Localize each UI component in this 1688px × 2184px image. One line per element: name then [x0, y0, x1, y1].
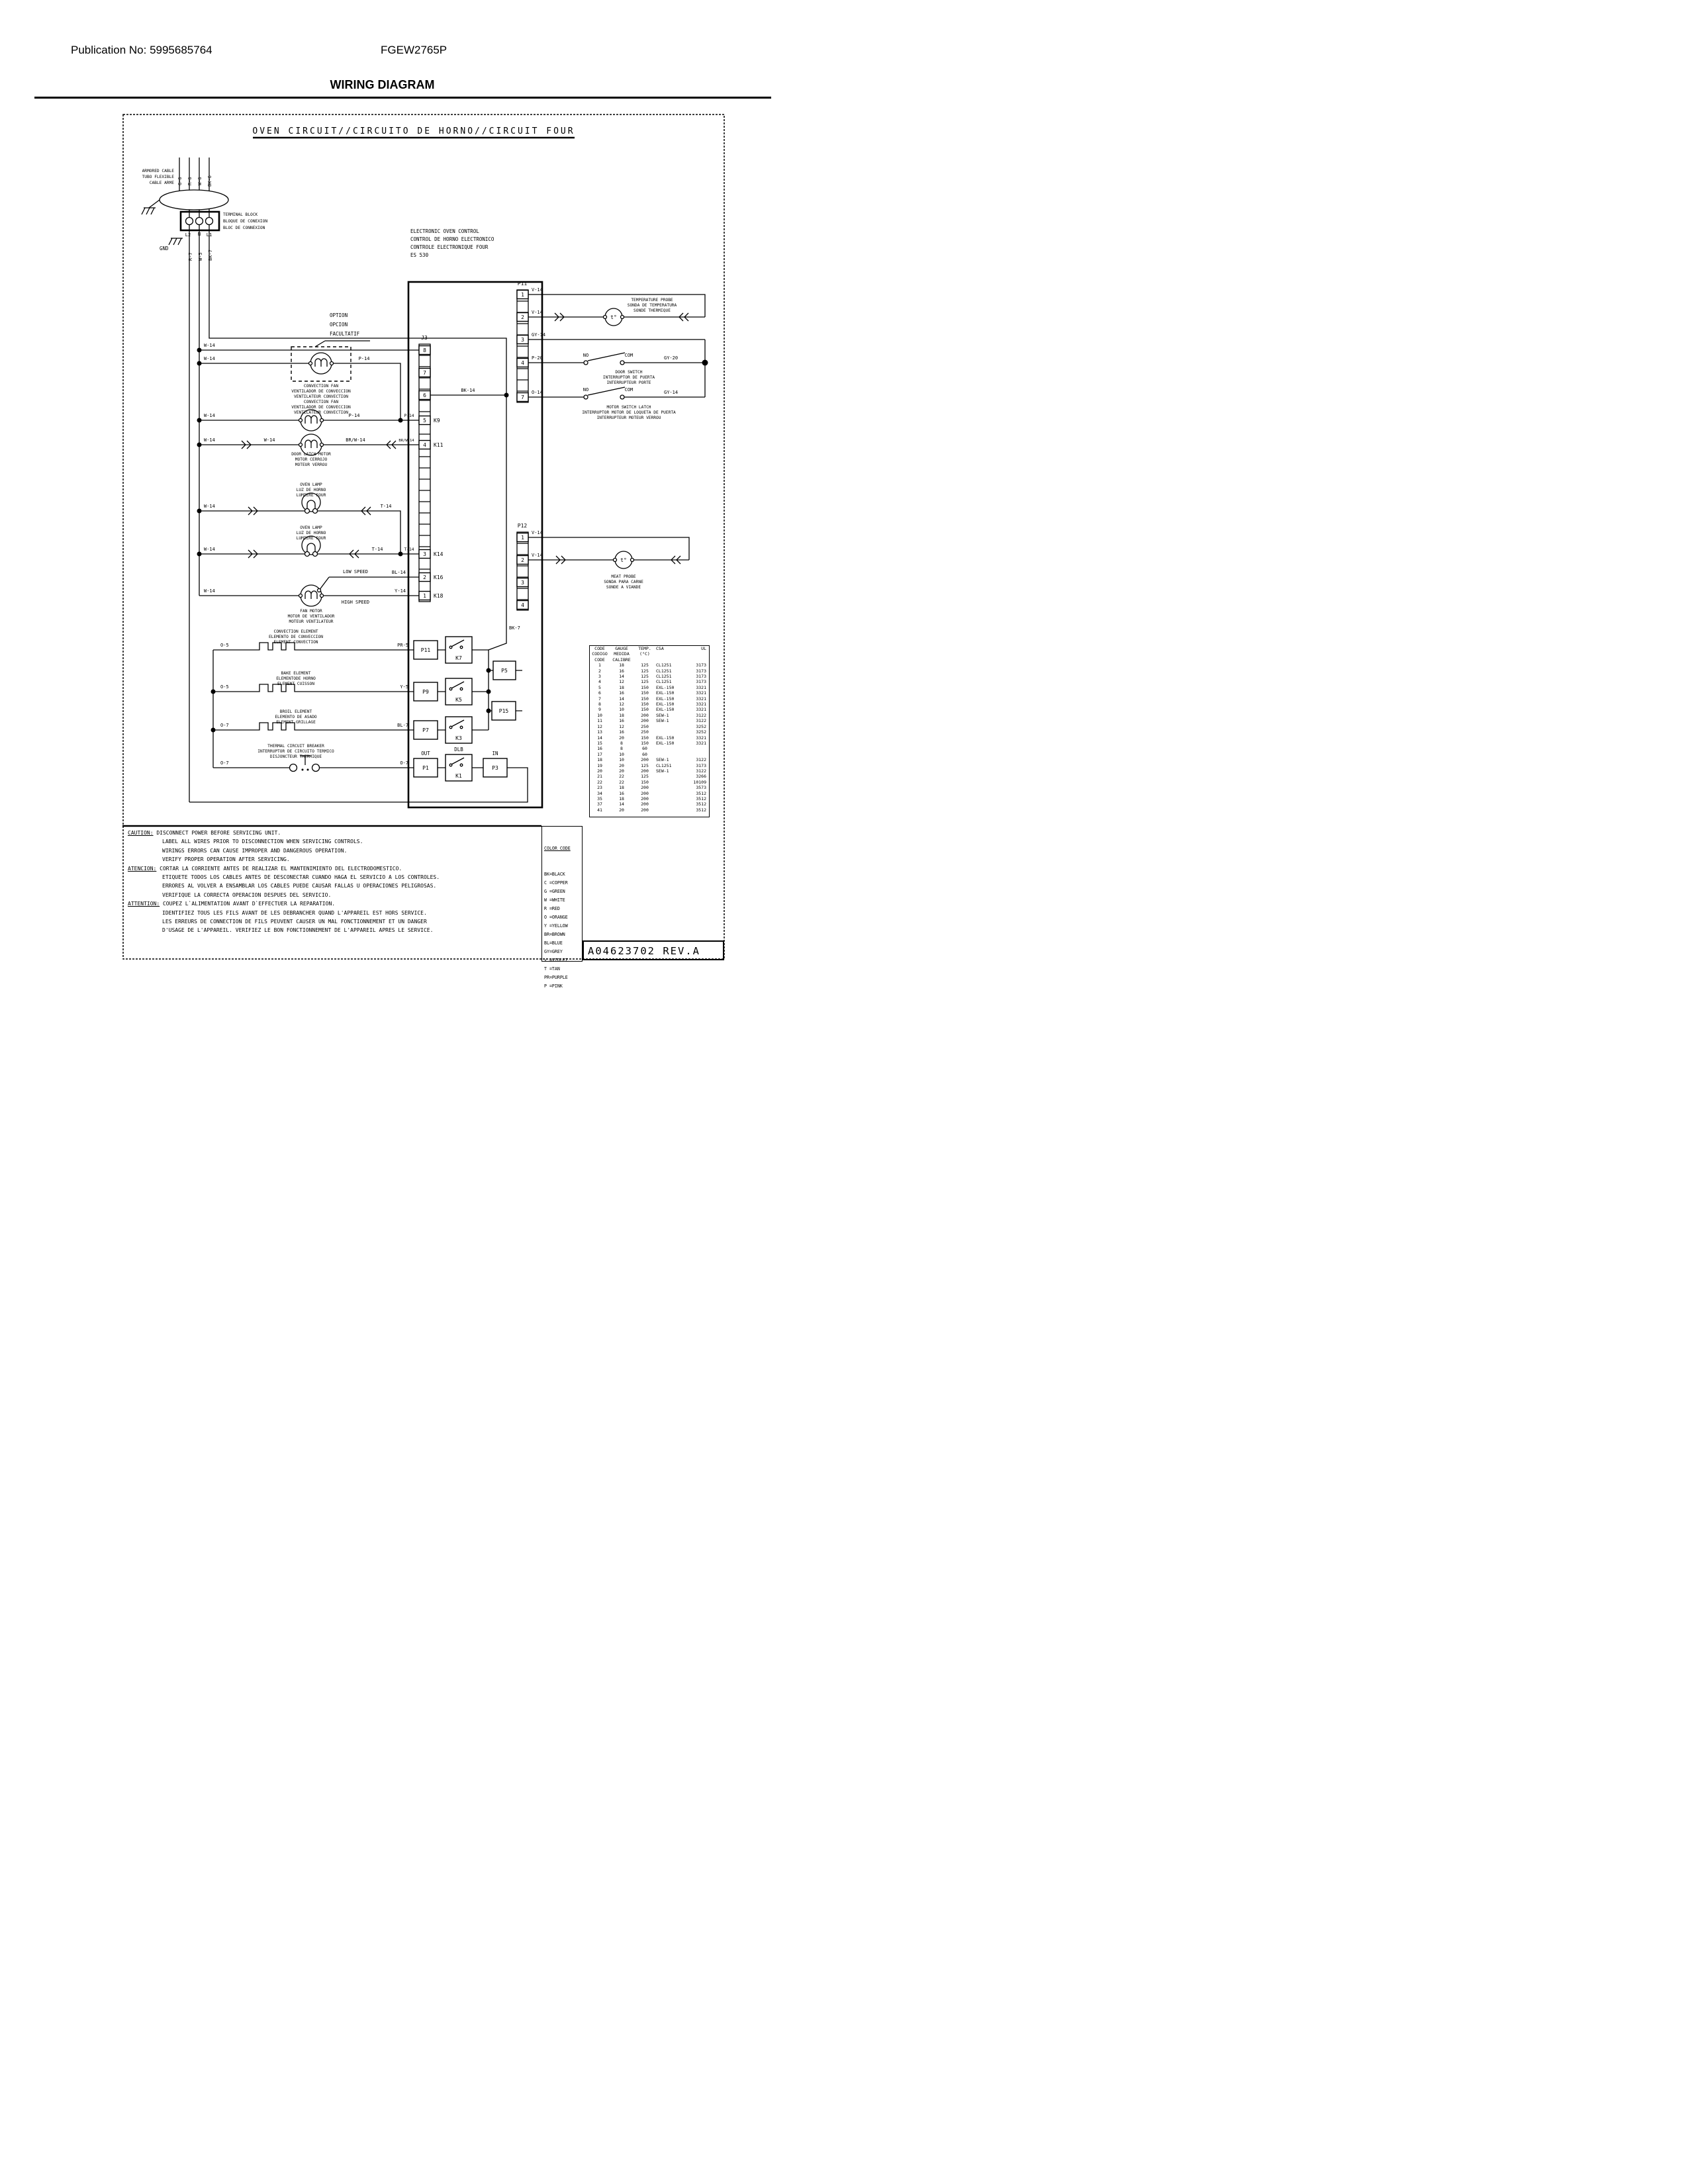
svg-text:W-14: W-14 — [204, 504, 215, 509]
cable-ellipse — [160, 190, 228, 210]
caution-line: D'USAGE DE L'APPAREIL. VERIFIEZ LE BON FONCTIONNEMENT DE L'APPAREIL APRES LE SERVICE. — [162, 927, 434, 934]
svg-text:K3: K3 — [455, 735, 462, 741]
svg-text:W-14: W-14 — [204, 413, 215, 418]
svg-text:J3: J3 — [421, 335, 428, 341]
svg-text:K9: K9 — [434, 418, 440, 424]
temperature-probe-icon — [604, 308, 624, 326]
svg-text:K5: K5 — [455, 697, 462, 703]
svg-text:3: 3 — [521, 580, 524, 586]
svg-text:W-14: W-14 — [204, 547, 215, 552]
caution-label: ATTENTION: — [128, 901, 160, 907]
wire-labels-right — [532, 287, 678, 558]
svg-text:O-7: O-7 — [220, 723, 229, 728]
svg-text:1: 1 — [521, 535, 524, 541]
svg-text:BK-6: BK-6 — [207, 175, 212, 187]
table-row: 5 18 150 EXL-150 3321 — [598, 684, 706, 690]
svg-text:LUMIERE FOUR: LUMIERE FOUR — [296, 536, 326, 541]
table-row: 35 18 200 3512 — [597, 796, 706, 801]
svg-text:SONDE THERMIQUE: SONDE THERMIQUE — [633, 308, 671, 313]
svg-text:2: 2 — [521, 557, 524, 563]
svg-text:O-5: O-5 — [220, 643, 229, 648]
svg-text:CONVECTION FAN: CONVECTION FAN — [303, 400, 339, 404]
svg-text:DISJONCTEUR THERMIQUE: DISJONCTEUR THERMIQUE — [269, 754, 322, 759]
svg-text:COM: COM — [624, 387, 633, 392]
svg-text:R-6: R-6 — [187, 177, 193, 185]
svg-text:6: 6 — [423, 392, 426, 398]
wiring-diagram-page — [0, 0, 844, 1092]
svg-text:ELEMENTO DE CONVECCION: ELEMENTO DE CONVECCION — [269, 635, 323, 639]
svg-text:CONTROLE ELECTRONIQUE FOUR: CONTROLE ELECTRONIQUE FOUR — [410, 244, 489, 250]
svg-text:K7: K7 — [455, 655, 462, 661]
svg-text:CONVECTION FAN: CONVECTION FAN — [303, 384, 339, 388]
meat-probe-icon — [614, 551, 634, 569]
thermal-circuit-breaker-icon — [290, 764, 320, 772]
svg-text:OVEN LAMP: OVEN LAMP — [300, 482, 322, 487]
svg-text:Y-14: Y-14 — [395, 588, 406, 594]
svg-text:TERMINAL BLOCK: TERMINAL BLOCK — [223, 212, 258, 217]
header-rule — [34, 97, 771, 99]
table-row: 10 18 200 SEW-1 3122 — [597, 712, 706, 718]
caution-line: CAUTION: DISCONNECT POWER BEFORE SERVICING UNIT. — [128, 830, 281, 836]
svg-text:t°: t° — [620, 557, 627, 563]
color-code-list — [544, 870, 582, 991]
svg-text:VENTILATEUR CONVECTION: VENTILATEUR CONVECTION — [294, 410, 348, 415]
svg-text:T-14: T-14 — [404, 547, 414, 552]
svg-text:ELEMENTO DE ASADO: ELEMENTO DE ASADO — [275, 715, 317, 719]
table-row: 19 20 125 CL1251 3173 — [597, 762, 706, 768]
svg-text:P15: P15 — [498, 708, 509, 714]
color-code-title: COLOR CODE — [544, 846, 571, 851]
svg-text:t°: t° — [610, 314, 617, 320]
wire-labels-left — [204, 343, 520, 631]
svg-text:W-14: W-14 — [204, 437, 215, 443]
svg-text:P-14: P-14 — [404, 414, 414, 418]
svg-text:1: 1 — [521, 292, 524, 298]
svg-text:V-14: V-14 — [532, 310, 543, 315]
svg-text:ELEMENTODE HORNO: ELEMENTODE HORNO — [276, 676, 316, 681]
svg-text:W-14: W-14 — [263, 437, 275, 443]
svg-text:SONDE A VIANDE: SONDE A VIANDE — [606, 585, 641, 590]
svg-text:MOTOR DE VENTILADOR: MOTOR DE VENTILADOR — [287, 614, 335, 619]
svg-text:BK-7: BK-7 — [208, 250, 213, 261]
svg-text:O-14: O-14 — [532, 390, 543, 395]
table-header-row: CODE GAUGE TEMP. CSA UL — [594, 646, 706, 651]
color-code-item: C =COPPER — [544, 880, 568, 886]
color-code-item: BK=BLACK — [544, 872, 565, 877]
publication-number: Publication No: 5995685764 — [71, 44, 212, 56]
svg-text:P12: P12 — [517, 523, 528, 529]
svg-text:ELEMENT CONVECTION: ELEMENT CONVECTION — [273, 640, 318, 645]
model-number: FGEW2765P — [381, 44, 447, 56]
svg-text:BLOQUE DE CONEXION: BLOQUE DE CONEXION — [223, 219, 268, 224]
svg-text:W-6: W-6 — [197, 177, 203, 185]
ground-icon — [142, 208, 156, 214]
caution-line: VERIFIQUE LA CORRECTA OPERACION DESPUES DEL SERVICIO. — [162, 891, 332, 898]
color-code-box — [541, 826, 583, 989]
svg-text:ELEMENT CUISSON: ELEMENT CUISSON — [277, 682, 314, 686]
svg-text:INTERRUPTEUR MOTEUR VERROU: INTERRUPTEUR MOTEUR VERROU — [596, 416, 661, 420]
caution-line: ETIQUETE TODOS LOS CABLES ANTES DE DESCONECTAR CUANDO HAGA EL SERVICIO A LOS CONTROLES. — [162, 874, 440, 881]
color-code-item: V =VIOLET — [544, 958, 568, 963]
caution-line: LES ERREURS DE CONNECTION DE FILS PEUVENT CAUSER UN MAL FONCTIONNEMENT ET UN DANGER — [162, 919, 427, 925]
svg-text:W-14: W-14 — [204, 356, 215, 361]
diagram-title: OVEN CIRCUIT//CIRCUITO DE HORNO//CIRCUIT FOUR — [252, 126, 575, 136]
svg-text:LOW SPEED: LOW SPEED — [343, 569, 368, 574]
relay-k7 — [445, 637, 472, 663]
svg-text:T-14: T-14 — [380, 504, 392, 509]
supply-labels — [142, 169, 268, 261]
color-code-item: G =GREEN — [544, 889, 565, 894]
svg-text:G-6: G-6 — [177, 177, 183, 185]
svg-text:5: 5 — [423, 418, 426, 424]
color-code-item: Y =YELLOW — [544, 923, 568, 929]
svg-text:BL-7: BL-7 — [397, 723, 408, 728]
color-code-item: P =PINK — [544, 983, 563, 989]
svg-text:1: 1 — [423, 593, 426, 599]
svg-text:3: 3 — [521, 337, 524, 343]
svg-text:OVEN LAMP: OVEN LAMP — [300, 525, 322, 530]
table-row: 20 20 200 SEW-1 3122 — [597, 768, 706, 774]
svg-text:4: 4 — [423, 442, 426, 448]
svg-text:2: 2 — [521, 314, 524, 320]
svg-text:P11: P11 — [420, 647, 431, 653]
svg-text:DLB: DLB — [454, 747, 463, 752]
svg-text:LUZ DE HORNO: LUZ DE HORNO — [296, 488, 326, 492]
svg-text:GY-14: GY-14 — [664, 390, 679, 395]
svg-text:V-14: V-14 — [532, 553, 543, 558]
terminal-n-hole — [196, 218, 203, 225]
svg-text:P-20: P-20 — [532, 355, 543, 361]
caution-line: VERIFY PROPER OPERATION AFTER SERVICING. — [162, 856, 290, 863]
svg-text:W-14: W-14 — [204, 588, 215, 594]
svg-text:GY-14: GY-14 — [532, 332, 546, 338]
convection-fan-motor-optional — [309, 353, 334, 374]
table-row: 11 16 200 SEW-1 3122 — [597, 718, 706, 724]
svg-text:NO: NO — [583, 387, 589, 392]
eoc-labels — [410, 228, 527, 599]
caution-line: ATTENTION: COUPEZ L`ALIMENTATION AVANT D`EFFECTUER LA REPARATION. — [128, 901, 336, 907]
svg-text:T-14: T-14 — [371, 547, 383, 552]
table-row: 9 10 150 EXL-150 3321 — [598, 707, 706, 713]
color-code-item: GY=GREY — [544, 949, 563, 954]
svg-text:L1: L1 — [206, 232, 212, 238]
table-row: 7 14 150 EXL-150 3321 — [598, 696, 706, 702]
table-header-row: CODE CALIBRE — [594, 657, 631, 662]
svg-text:BL-14: BL-14 — [391, 570, 406, 575]
svg-text:IN: IN — [492, 751, 498, 756]
svg-text:CONVECTION ELEMENT: CONVECTION ELEMENT — [273, 629, 318, 634]
svg-text:LUMIERE FOUR: LUMIERE FOUR — [296, 493, 326, 498]
table-row: 4 12 125 CL1251 3173 — [598, 679, 706, 685]
svg-text:P11: P11 — [517, 281, 528, 287]
svg-text:V-14: V-14 — [532, 530, 543, 535]
table-row: 22 22 150 10109 — [597, 779, 706, 785]
svg-text:FAN MOTOR: FAN MOTOR — [300, 609, 322, 614]
svg-text:INTERRUPTOR DE CIRCUITO TERMIC: INTERRUPTOR DE CIRCUITO TERMICO — [258, 749, 334, 754]
svg-text:TUBO FLEXIBLE: TUBO FLEXIBLE — [142, 175, 174, 179]
svg-text:L2: L2 — [185, 232, 191, 238]
svg-text:TEMPERATURE PROBE: TEMPERATURE PROBE — [631, 298, 673, 302]
svg-text:3: 3 — [423, 551, 426, 557]
table-row: 16 8 60 — [597, 746, 647, 752]
svg-text:HIGH SPEED: HIGH SPEED — [341, 600, 370, 605]
svg-text:P5: P5 — [501, 668, 508, 674]
svg-text:BAKE ELEMENT: BAKE ELEMENT — [281, 671, 311, 676]
svg-text:V-14: V-14 — [532, 287, 543, 293]
svg-text:GY-20: GY-20 — [664, 355, 679, 361]
table-row: 15 8 150 EXL-150 3321 — [597, 740, 706, 746]
svg-text:BR/W-14: BR/W-14 — [346, 437, 365, 443]
svg-text:MOTEUR VERROU: MOTEUR VERROU — [295, 463, 328, 467]
caution-line: ERRORES AL VOLVER A ENSAMBLAR LOS CABLES PUEDE CAUSAR FALLAS U OPERACIONES PELIGROSAS. — [162, 883, 437, 889]
terminal-l1-hole — [206, 218, 213, 225]
svg-text:P3: P3 — [492, 765, 498, 771]
svg-text:COM: COM — [624, 353, 633, 358]
svg-text:GND: GND — [160, 246, 169, 251]
table-header-row: CODIGO MEDIDA (°C) — [592, 651, 650, 657]
table-row: 17 10 60 — [597, 751, 647, 757]
table-row: 3 14 125 CL1251 3173 — [598, 674, 706, 680]
table-row: 14 20 150 EXL-150 3321 — [597, 735, 706, 741]
table-row: 13 16 250 3252 — [597, 729, 706, 735]
svg-text:W-5: W-5 — [198, 252, 203, 261]
svg-text:W-14: W-14 — [204, 343, 215, 348]
svg-text:4: 4 — [521, 602, 524, 608]
relay-k1 — [445, 754, 472, 781]
svg-text:INTERRUPTOR DE PUERTA: INTERRUPTOR DE PUERTA — [602, 375, 655, 380]
svg-text:VENTILATEUR CONVECTION: VENTILATEUR CONVECTION — [294, 394, 348, 399]
svg-text:ES 530: ES 530 — [410, 252, 429, 258]
svg-text:OPCION: OPCION — [330, 322, 348, 328]
table-row: 34 16 200 3512 — [597, 790, 706, 796]
svg-text:OUT: OUT — [421, 751, 430, 756]
page-title: WIRING DIAGRAM — [330, 78, 435, 91]
svg-text:SONDA DE TEMPERATURA: SONDA DE TEMPERATURA — [627, 303, 677, 308]
color-code-item: R =RED — [544, 906, 560, 911]
svg-text:CABLE ARME: CABLE ARME — [149, 181, 174, 185]
svg-text:VENTILADOR DE CONVECCION: VENTILADOR DE CONVECCION — [291, 405, 351, 410]
svg-text:VENTILADOR DE CONVECCION: VENTILADOR DE CONVECCION — [291, 389, 351, 394]
svg-text:P7: P7 — [422, 727, 429, 733]
caution-line: LABEL ALL WIRES PRIOR TO DISCONNECTION WHEN SERVICING CONTROLS. — [162, 839, 363, 845]
svg-text:INTERRUPTOR MOTOR DE LOQUETA D: INTERRUPTOR MOTOR DE LOQUETA DE PUERTA — [582, 410, 676, 415]
table-row: 12 12 250 3252 — [597, 723, 706, 729]
caution-line: IDENTIFIEZ TOUS LES FILS AVANT DE LES DEBRANCHER QUAND L'APPAREIL EST HORS SERVICE. — [162, 909, 427, 916]
svg-text:THERMAL CIRCUIT BREAKER: THERMAL CIRCUIT BREAKER — [267, 744, 324, 749]
svg-text:P-14: P-14 — [358, 356, 370, 361]
caution-label: CAUTION: — [128, 830, 154, 836]
svg-text:K16: K16 — [434, 574, 444, 580]
svg-text:7: 7 — [423, 370, 426, 376]
svg-text:P-14: P-14 — [348, 413, 360, 418]
svg-text:ELECTRONIC OVEN CONTROL: ELECTRONIC OVEN CONTROL — [410, 228, 479, 234]
part-number-box: A04623702 REV.A — [583, 940, 724, 960]
svg-text:MEAT PROBE: MEAT PROBE — [611, 574, 636, 579]
table-row: 41 20 200 3512 — [597, 807, 706, 813]
table-row: 21 22 125 3266 — [597, 774, 706, 780]
svg-text:BR/W-14: BR/W-14 — [399, 439, 414, 443]
color-code-item: W =WHITE — [544, 897, 565, 903]
svg-text:LUZ DE HORNO: LUZ DE HORNO — [296, 531, 326, 535]
svg-text:O-5: O-5 — [220, 684, 229, 690]
fan-motor — [299, 585, 324, 606]
svg-text:Y-5: Y-5 — [400, 684, 408, 690]
svg-text:DOOR LATCH MOTOR: DOOR LATCH MOTOR — [291, 452, 331, 457]
connector-p12-strip — [517, 532, 528, 610]
svg-text:FACULTATIF: FACULTATIF — [330, 331, 360, 337]
table-row: 37 14 200 3512 — [597, 801, 706, 807]
relay-k3 — [445, 717, 472, 743]
svg-text:7: 7 — [521, 394, 524, 400]
option-labels — [330, 312, 360, 337]
color-code-item: BR=BROWN — [544, 932, 565, 937]
connector-j3-strip — [419, 344, 430, 602]
caution-line: ATENCION: CORTAR LA CORRIENTE ANTES DE REALIZAR EL MANTENIMIENTO DEL ELECTRODOMESTICO. — [128, 865, 402, 872]
ground-icon — [169, 238, 183, 245]
svg-text:OPTION: OPTION — [330, 312, 348, 318]
color-code-item: PR=PURPLE — [544, 975, 568, 980]
table-row: 1 18 125 CL1251 3173 — [598, 662, 706, 668]
caution-text-block — [128, 829, 541, 935]
svg-text:P9: P9 — [422, 689, 429, 695]
svg-text:MOTOR CERROJO: MOTOR CERROJO — [295, 457, 328, 462]
table-row: 8 12 150 EXL-150 3321 — [598, 702, 706, 707]
table-row: 18 10 200 SEW-1 3122 — [597, 757, 706, 763]
color-code-item: T =TAN — [544, 966, 560, 972]
wire-gauge-table — [589, 645, 710, 817]
svg-text:4: 4 — [521, 360, 524, 366]
svg-text:ARMORED CABLE: ARMORED CABLE — [142, 169, 174, 173]
svg-text:R-7: R-7 — [188, 252, 193, 261]
caution-label: ATENCION: — [128, 865, 157, 872]
svg-text:ELEMENT GRILLAGE: ELEMENT GRILLAGE — [276, 720, 316, 725]
svg-text:K18: K18 — [434, 593, 444, 599]
svg-text:CONTROL DE HORNO ELECTRONICO: CONTROL DE HORNO ELECTRONICO — [410, 236, 494, 242]
svg-text:BK-7: BK-7 — [509, 625, 520, 631]
svg-text:O-7: O-7 — [400, 760, 408, 766]
svg-text:K1: K1 — [455, 773, 462, 779]
svg-text:BLOC DE CONNEXION: BLOC DE CONNEXION — [223, 226, 265, 230]
svg-text:P1: P1 — [422, 765, 429, 771]
svg-text:NO: NO — [583, 353, 589, 358]
color-code-item: BL=BLUE — [544, 940, 563, 946]
svg-text:8: 8 — [423, 347, 426, 353]
svg-text:DOOR SWITCH: DOOR SWITCH — [615, 370, 643, 375]
terminal-l2-hole — [186, 218, 193, 225]
svg-text:INTERRUPTEUR PORTE: INTERRUPTEUR PORTE — [606, 381, 651, 385]
svg-text:K14: K14 — [434, 551, 444, 557]
svg-text:SONDA PARA CARNE: SONDA PARA CARNE — [604, 580, 643, 584]
svg-text:BK-14: BK-14 — [461, 388, 475, 393]
table-row: 6 16 150 EXL-150 3321 — [598, 690, 706, 696]
svg-text:K11: K11 — [434, 442, 444, 448]
door-switch-icon — [584, 353, 625, 365]
svg-text:BROIL ELEMENT: BROIL ELEMENT — [279, 709, 312, 714]
svg-text:PR-5: PR-5 — [397, 643, 408, 648]
motor-switch-latch-icon — [584, 387, 625, 399]
svg-text:N: N — [197, 232, 201, 237]
svg-text:MOTEUR VENTILATEUR: MOTEUR VENTILATEUR — [289, 619, 334, 624]
svg-text:2: 2 — [423, 574, 426, 580]
table-body — [590, 662, 709, 813]
caution-line: WIRINGS ERRORS CAN CAUSE IMPROPER AND DANGEROUS OPERATION. — [162, 847, 348, 854]
svg-text:MOTOR SWITCH LATCH: MOTOR SWITCH LATCH — [606, 405, 651, 410]
table-row: 23 18 200 3573 — [597, 785, 706, 791]
relay-k5 — [445, 678, 472, 705]
table-row: 2 16 125 CL1251 3173 — [598, 668, 706, 674]
color-code-item: O =ORANGE — [544, 915, 568, 920]
svg-text:O-7: O-7 — [220, 760, 229, 766]
